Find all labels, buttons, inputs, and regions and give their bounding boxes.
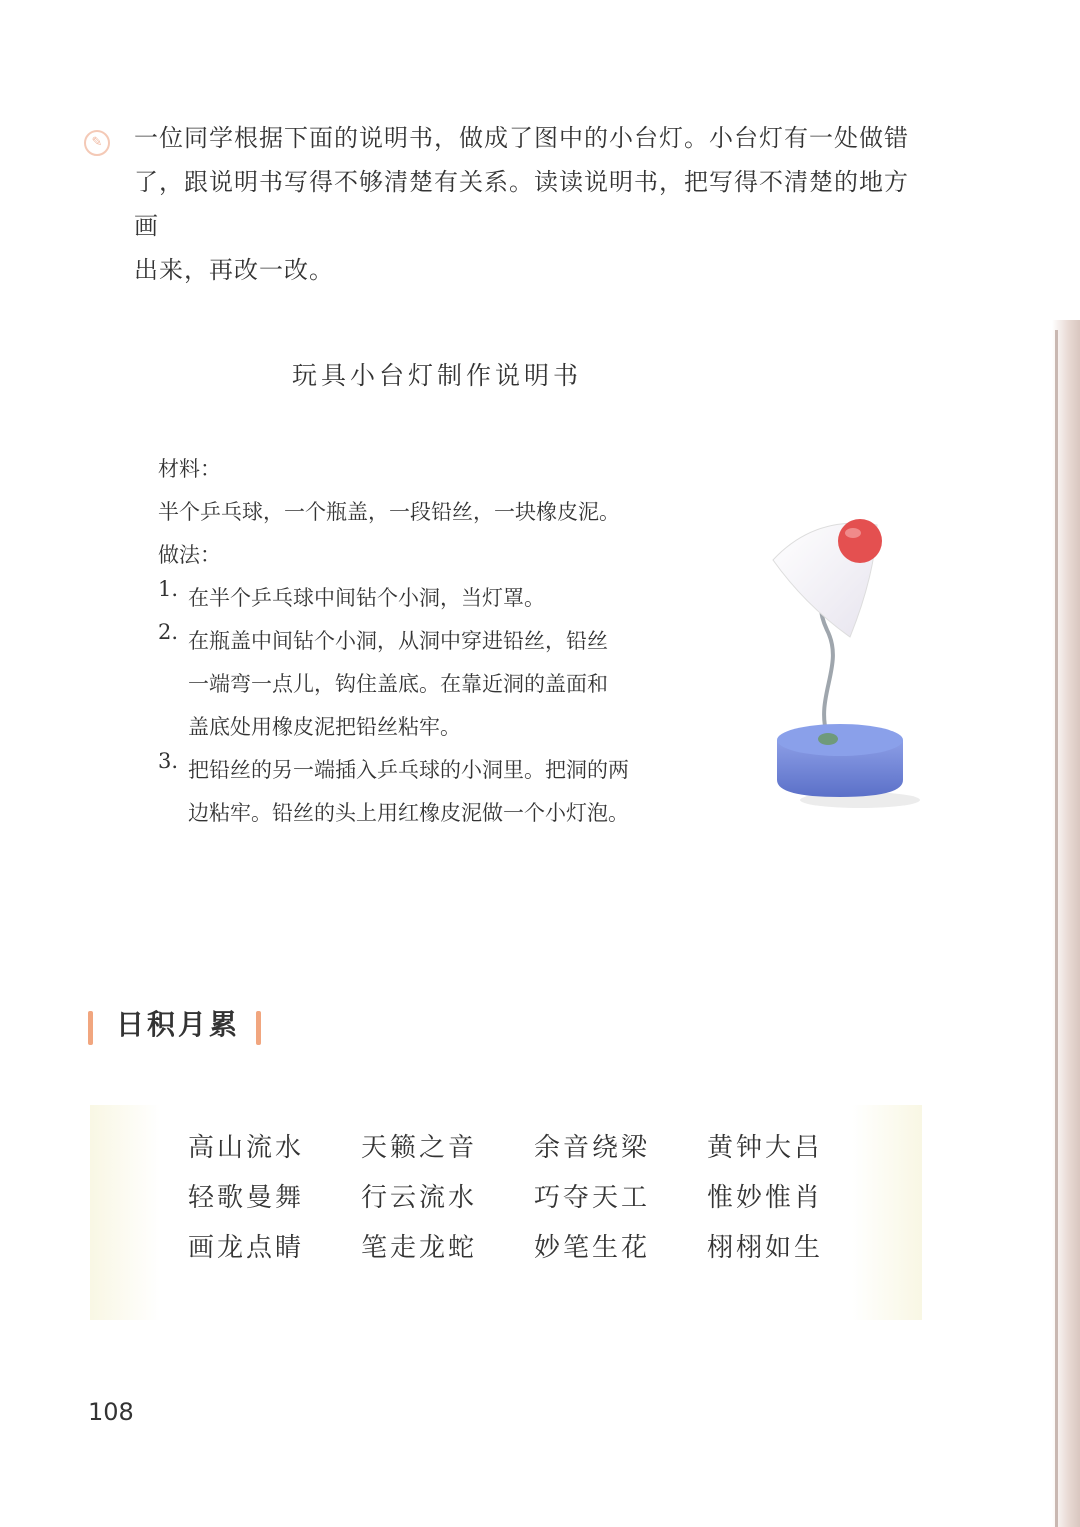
toy-lamp-illustration [765,515,925,815]
lamp-bulb [838,519,882,563]
method-label: 做法： [158,543,221,567]
task-line: 出来，再改一改。 [134,256,334,284]
task-prompt [84,116,924,292]
manual-step-1 [158,577,698,620]
idiom-item: 黄钟大吕 [707,1133,824,1163]
pencil-circle-icon: ✎ [84,130,110,156]
manual-step-2 [158,620,698,749]
idiom-item: 栩栩如生 [707,1233,824,1263]
panel-fade-left [90,1105,160,1320]
page-number: 108 [88,1398,134,1426]
task-line: 了，跟说明书写得不够清楚有关系。读读说明书，把写得不清楚的地方画 [134,168,909,240]
step-line: 把铅丝的另一端插入乒乓球的小洞里。把洞的两 [188,758,629,782]
idiom-item: 行云流水 [361,1183,478,1213]
manual-title: 玩具小台灯制作说明书 [292,361,583,390]
section-title: 日积月累 [116,1008,241,1041]
manual-body [158,448,698,835]
step-line: 盖底处用橡皮泥把铅丝粘牢。 [188,715,461,739]
idiom-item: 笔走龙蛇 [361,1233,478,1263]
idiom-panel [90,1105,922,1320]
step-number: 3. [158,749,179,773]
idiom-item: 巧夺天工 [534,1183,651,1213]
lamp-base-top [777,724,903,756]
section-bar-left [88,1011,93,1045]
step-line: 在瓶盖中间钻个小洞，从洞中穿进铅丝，铅丝 [188,629,608,653]
step-number: 1. [158,577,179,601]
materials-text: 半个乒乓球，一个瓶盖，一段铅丝，一块橡皮泥。 [158,500,620,524]
step-number: 2. [158,620,179,644]
task-text [134,116,924,292]
step-line: 一端弯一点儿，钩住盖底。在靠近洞的盖面和 [188,672,608,696]
idiom-item: 天籁之音 [361,1133,478,1163]
idiom-item: 轻歌曼舞 [188,1183,305,1213]
materials-label: 材料： [158,457,221,481]
idiom-item: 画龙点睛 [188,1233,305,1263]
section-bar-right [256,1011,261,1045]
manual-step-3 [158,749,698,835]
idiom-item: 余音绕梁 [534,1133,651,1163]
lamp-bulb-highlight [845,528,861,538]
idiom-grid [188,1123,880,1273]
idiom-item: 妙笔生花 [534,1233,651,1263]
idiom-item: 高山流水 [188,1133,305,1163]
task-line: 一位同学根据下面的说明书，做成了图中的小台灯。小台灯有一处做错 [134,124,909,152]
idiom-item: 惟妙惟肖 [707,1183,824,1213]
step-line: 边粘牢。铅丝的头上用红橡皮泥做一个小灯泡。 [188,801,629,825]
step-line: 在半个乒乓球中间钻个小洞，当灯罩。 [188,586,545,610]
page-edge-line [1055,330,1058,1527]
lamp-clay [818,733,838,745]
